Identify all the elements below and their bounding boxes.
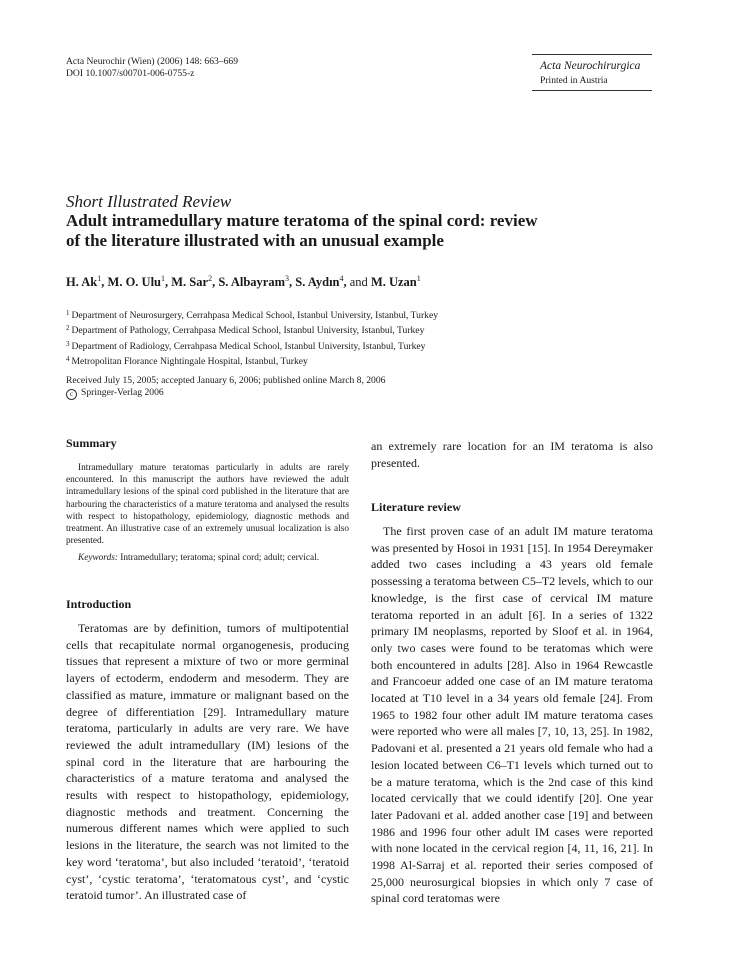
journal-name: Acta Neurochirurgica: [540, 60, 641, 72]
summary-heading: Summary: [66, 436, 117, 450]
affiliation-number: 2: [66, 324, 70, 333]
printed-in: Printed in Austria: [540, 75, 608, 86]
introduction-text: Teratomas are by definition, tumors of multipotential cells that recapitulate normal organogenesis, producing tissues that represent a mixture of two or more germinal layers of ectoderm, endoderm and mesoderm. They are classified as mature, immature or malignant based on the degree of differentiation [29]. Intramedullary mature teratoma, particularly in adults are very rare. We have reviewed the adult intramedullary (IM) lesions of the spinal cord in the literature that are harbouring the characteristics of a mature teratoma and analysed the results with respect to histopathology, epidemiology, diagnostic methods and treatment. Concerning the numerous different names which were applied to such lesions in the literature, the search was not limited to the key word ‘teratoma’, but also included ‘teratoid’, ‘teratoid cyst’, ‘cystic teratoma’, ‘teratomatous cyst’, and ‘cystic teratoid tumor’. An illustrated case of: [66, 621, 349, 903]
affiliation-marker: 1: [97, 274, 102, 283]
received-dates: Received July 15, 2005; accepted January 6, 2006; published online March 8, 2006: [66, 375, 386, 386]
author-name: M. O. Ulu: [107, 275, 161, 289]
affiliation-item: [66, 353, 438, 368]
copyright-text: Springer-Verlag 2006: [81, 387, 164, 399]
author-name: M. Uzan: [370, 275, 417, 289]
author-list: H. Ak$^1$, M. O. Ulu$^1$, M. Sar$^2$, S. Albayram$^3$, S. Aydın$^4$, and M. Uzan$^1$: [66, 274, 421, 289]
affiliation-list: [66, 307, 438, 368]
affiliation-item: [66, 307, 438, 322]
author-name: M. Sar: [171, 275, 209, 289]
summary-text: Intramedullary mature teratomas particularly in adults are rarely encountered. In this manuscript the authors have reviewed the adult intramedullary lesions of the spinal cord published in the literature that are harbouring the characteristics of a mature teratoma and analysed the results with respect to histopathology, epidemiology, diagnostic methods and treatment. An illustrative case of an extremely unusual localization is also presented.: [66, 463, 349, 547]
keywords-label: Keywords:: [78, 553, 118, 564]
keywords-text: Intramedullary; teratoma; spinal cord; adult; cervical.: [120, 553, 320, 564]
affiliation-marker: 1: [416, 274, 421, 283]
affiliation-marker: 3: [285, 274, 289, 283]
continuation-text: an extremely rare location for an IM teratoma is also presented.: [371, 439, 653, 470]
article-type: Short Illustrated Review: [66, 192, 232, 211]
copyright-line: [66, 387, 385, 400]
article-title: [66, 211, 606, 251]
affiliation-item: [66, 322, 438, 337]
summary-section: [66, 462, 349, 565]
publication-history: [66, 375, 385, 400]
author-name: S. Albayram: [218, 275, 285, 289]
literature-review-heading: Literature review: [371, 500, 461, 514]
copyright-icon: c: [66, 389, 77, 400]
doi-line: DOI 10.1007/s00701-006-0755-z: [66, 67, 195, 79]
affiliation-text: Department of Neurosurgery, Cerrahpasa Medical School, Istanbul University, Istanbul, Turkey: [71, 310, 439, 321]
citation-block: [66, 56, 238, 79]
author-name: H. Ak: [66, 275, 98, 289]
affiliation-item: [66, 338, 438, 353]
affiliation-text: Department of Pathology, Cerrahpasa Medical School, Istanbul University, Istanbul, Turkey: [71, 325, 425, 337]
affiliation-text: Metropolitan Florance Nightingale Hospital, Istanbul, Turkey: [71, 355, 308, 367]
and-word: and: [349, 275, 368, 289]
affiliation-marker: 2: [208, 274, 213, 283]
bottom-rule: [532, 90, 652, 91]
affiliation-number: 3: [66, 339, 70, 348]
affiliation-text: Department of Radiology, Cerrahpasa Medical School, Istanbul University, Istanbul, Turkey: [71, 340, 426, 352]
title-line: Adult intramedullary mature teratoma of the spinal cord: review: [66, 211, 538, 230]
affiliation-number: 1: [66, 309, 70, 317]
keywords-line: [66, 552, 349, 564]
top-rule: [532, 54, 652, 55]
literature-review-text: The first proven case of an adult IM mature teratoma was presented by Hosoi in 1931 [15]. In 1954 Dereymaker added two cases including a 43 years old female possessing a teratoma between C5–T2 levels, which to our knowledge, is the first case of cervical IM mature teratoma reported in an adult [6]. In a series of 1322 primary IM neoplasms, reported by Sloof et al. in 1964, only two cases were found to be teratomas which were both encountered in adults [28]. Also in 1964 Rewcastle and Francoeur added one case of an IM mature teratoma located at T10 level in a 34 years old female [24]. From 1965 to 1982 four other adult IM mature teratoma cases were reported who were all males [7, 10, 13, 25]. In 1982, Padovani et al. presented a 21 years old female who had a lesion located between C6–T1 levels which turned out to be a mature teratoma, which is the 2nd case of this kind located cervically that we could identify [20]. One year later Padovani et al. added another case [19] and between 1986 and 1996 four other adult IM cases were reported with none located in the cervical region [4, 11, 16, 21]. In 1998 Al-Sarraj et al. reported their series composed of 25,000 neurosurgical biopsies in which only 7 case of spinal cord teratomas were: [371, 524, 653, 906]
affiliation-number: 4: [66, 354, 70, 363]
affiliation-marker: 4: [339, 274, 344, 283]
introduction-heading: Introduction: [66, 597, 132, 611]
citation-line: Acta Neurochir (Wien) (2006) 148: 663–669: [66, 56, 238, 67]
author-name: S. Aydın: [295, 275, 340, 289]
affiliation-marker: 1: [161, 274, 165, 283]
title-line: of the literature illustrated with an unusual example: [66, 231, 444, 250]
